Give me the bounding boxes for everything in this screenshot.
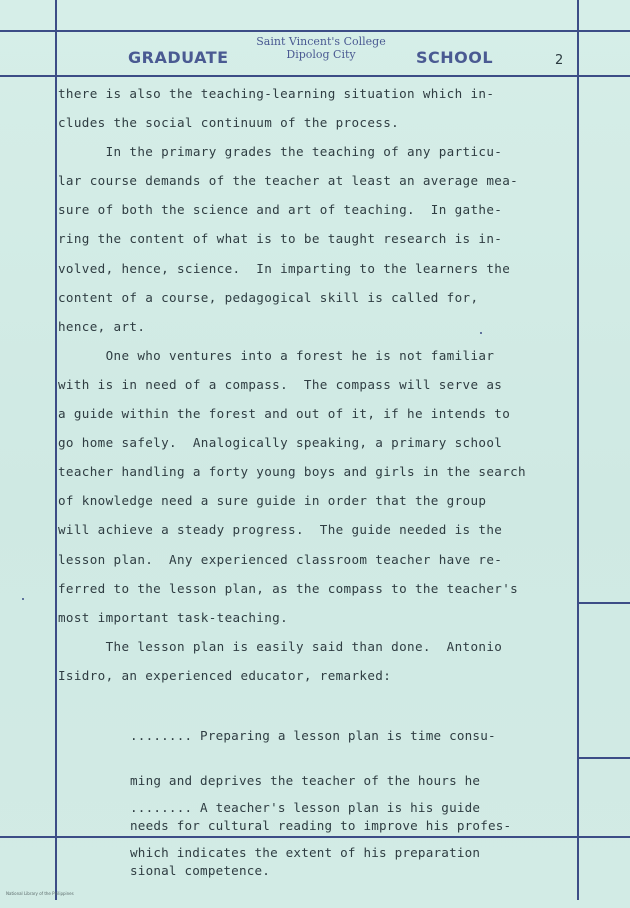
frame-right-mark-2: [578, 757, 630, 759]
quote-line: ........ A teacher's lesson plan is his guide: [130, 800, 481, 815]
body-line: hence, art.: [58, 318, 146, 334]
college-city: Dipolog City: [286, 48, 356, 61]
quote-line: ........ Preparing a lesson plan is time consu-: [130, 728, 496, 743]
body-line: teacher handling a forty young boys and girls in the search: [58, 464, 526, 480]
body-line: will achieve a steady progress. The guide needed is the: [58, 522, 503, 538]
body-text: [58, 84, 594, 695]
frame-left-line: [55, 0, 57, 900]
body-line: sure of both the science and art of teaching. In gathe-: [58, 202, 503, 218]
body-line: of knowledge need a sure guide in order that the group: [58, 493, 487, 509]
block-quote-2: [130, 770, 580, 890]
header-college: [246, 35, 396, 61]
body-line: ring the content of what is to be taught research is in-: [58, 231, 503, 247]
quote-line: needs for cultural reading to improve his profes-: [130, 818, 512, 833]
body-line: content of a course, pedagogical skill is called for,: [58, 289, 479, 305]
body-line: ferred to the lesson plan, as the compass to the teacher's: [58, 580, 519, 596]
header-school: SCHOOL: [416, 48, 494, 67]
body-line: The lesson plan is easily said than done. Antonio: [58, 638, 503, 654]
ink-speck: [22, 598, 24, 600]
body-line: Isidro, an experienced educator, remarked:: [58, 667, 392, 683]
frame-header-line: [0, 75, 630, 77]
page-number: 2: [555, 53, 564, 68]
quote-line: ming and deprives the teacher of the hours he: [130, 773, 481, 788]
body-line: lar course demands of the teacher at least an average mea-: [58, 173, 519, 189]
body-line: cludes the social continuum of the process.: [58, 115, 400, 131]
body-line: lesson plan. Any experienced classroom teacher have re-: [58, 551, 503, 567]
ink-speck: [480, 332, 482, 334]
body-line: a guide within the forest and out of it, if he intends to: [58, 406, 511, 422]
body-line: with is in need of a compass. The compass will serve as: [58, 376, 503, 392]
body-line: there is also the teaching-learning situation which in-: [58, 86, 495, 101]
footer-note: National Library of the Philippines: [6, 891, 74, 896]
body-line: go home safely. Analogically speaking, a primary school: [58, 435, 503, 451]
body-line: One who ventures into a forest he is not familiar: [58, 347, 495, 363]
frame-top-line: [0, 30, 630, 32]
quote-line: which indicates the extent of his preparation: [130, 845, 481, 860]
body-line: most important task-teaching.: [58, 609, 289, 625]
body-line: In the primary grades the teaching of any particu-: [58, 144, 503, 160]
quote-line: sional competence.: [130, 863, 271, 878]
header-graduate: GRADUATE: [128, 48, 229, 67]
college-name: Saint Vincent's College: [256, 35, 386, 48]
body-line: volved, hence, science. In imparting to the learners the: [58, 260, 511, 276]
